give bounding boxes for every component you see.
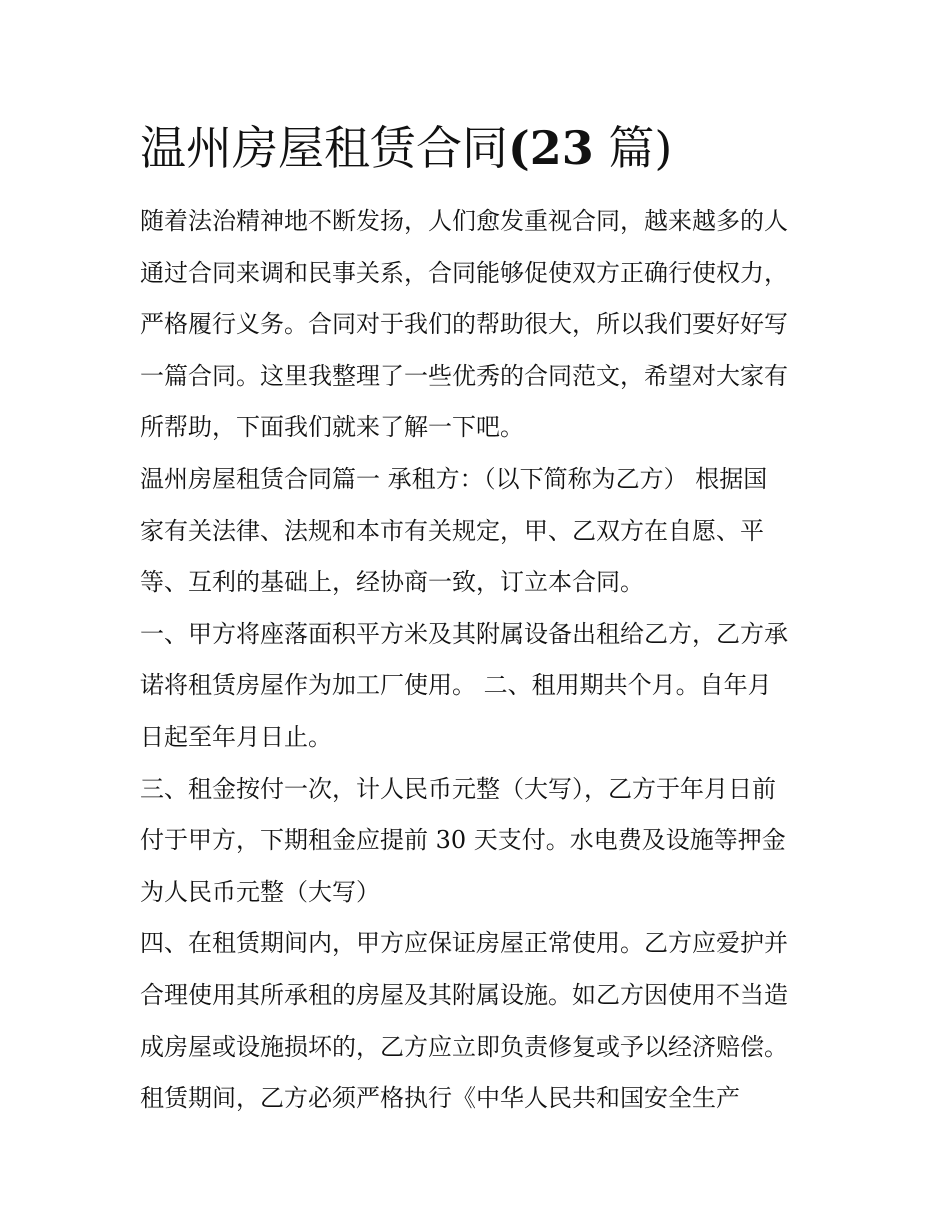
text-line: 一篇合同。这里我整理了一些优秀的合同范文，希望对大家有	[140, 361, 788, 390]
text-line: 成房屋或设施损坏的，乙方应立即负责修复或予以经济赔偿。	[140, 1032, 788, 1061]
text-line: 四、在租赁期间内，甲方应保证房屋正常使用。乙方应爱护并	[140, 929, 788, 958]
text-line: 一、甲方将座落面积平方米及其附属设备出租给乙方，乙方承	[140, 619, 788, 648]
text-line: 诺将租赁房屋作为加工厂使用。 二、租用期共个月。自年月	[140, 671, 772, 700]
text-line: 付于甲方，下期租金应提前 30 天支付。水电费及设施等押金	[140, 826, 786, 855]
text-line: 合理使用其所承租的房屋及其附属设施。如乙方因使用不当造	[140, 980, 788, 1009]
title-suffix: 篇)	[608, 121, 673, 175]
text-line: 随着法治精神地不断发扬，人们愈发重视合同，越来越多的人	[140, 207, 788, 235]
text-line: 租赁期间，乙方必须严格执行《中华人民共和国安全生产	[140, 1084, 740, 1113]
document-body	[140, 196, 820, 1125]
title-number: (23	[508, 121, 594, 175]
text-line: 日起至年月日止。	[140, 722, 332, 751]
text-line: 严格履行义务。合同对于我们的帮助很大，所以我们要好好写	[140, 310, 788, 339]
text-line: 家有关法律、法规和本市有关规定，甲、乙双方在自愿、平	[140, 516, 764, 545]
text-line: 等、互利的基础上，经协商一致，订立本合同。	[140, 568, 644, 597]
text-line: 温州房屋租赁合同篇一 承租方：（以下简称为乙方） 根据国	[140, 464, 768, 493]
text-line: 通过合同来调和民事关系，合同能够促使双方正确行使权力，	[140, 258, 788, 287]
text-line: 所帮助，下面我们就来了解一下吧。	[140, 413, 524, 442]
text-line: 三、租金按付一次，计人民币元整（大写），乙方于年月日前	[140, 774, 776, 803]
title-prefix: 温州房屋租赁合同	[140, 121, 508, 175]
document-title	[140, 118, 672, 178]
text-line: 为人民币元整（大写）	[140, 877, 380, 906]
